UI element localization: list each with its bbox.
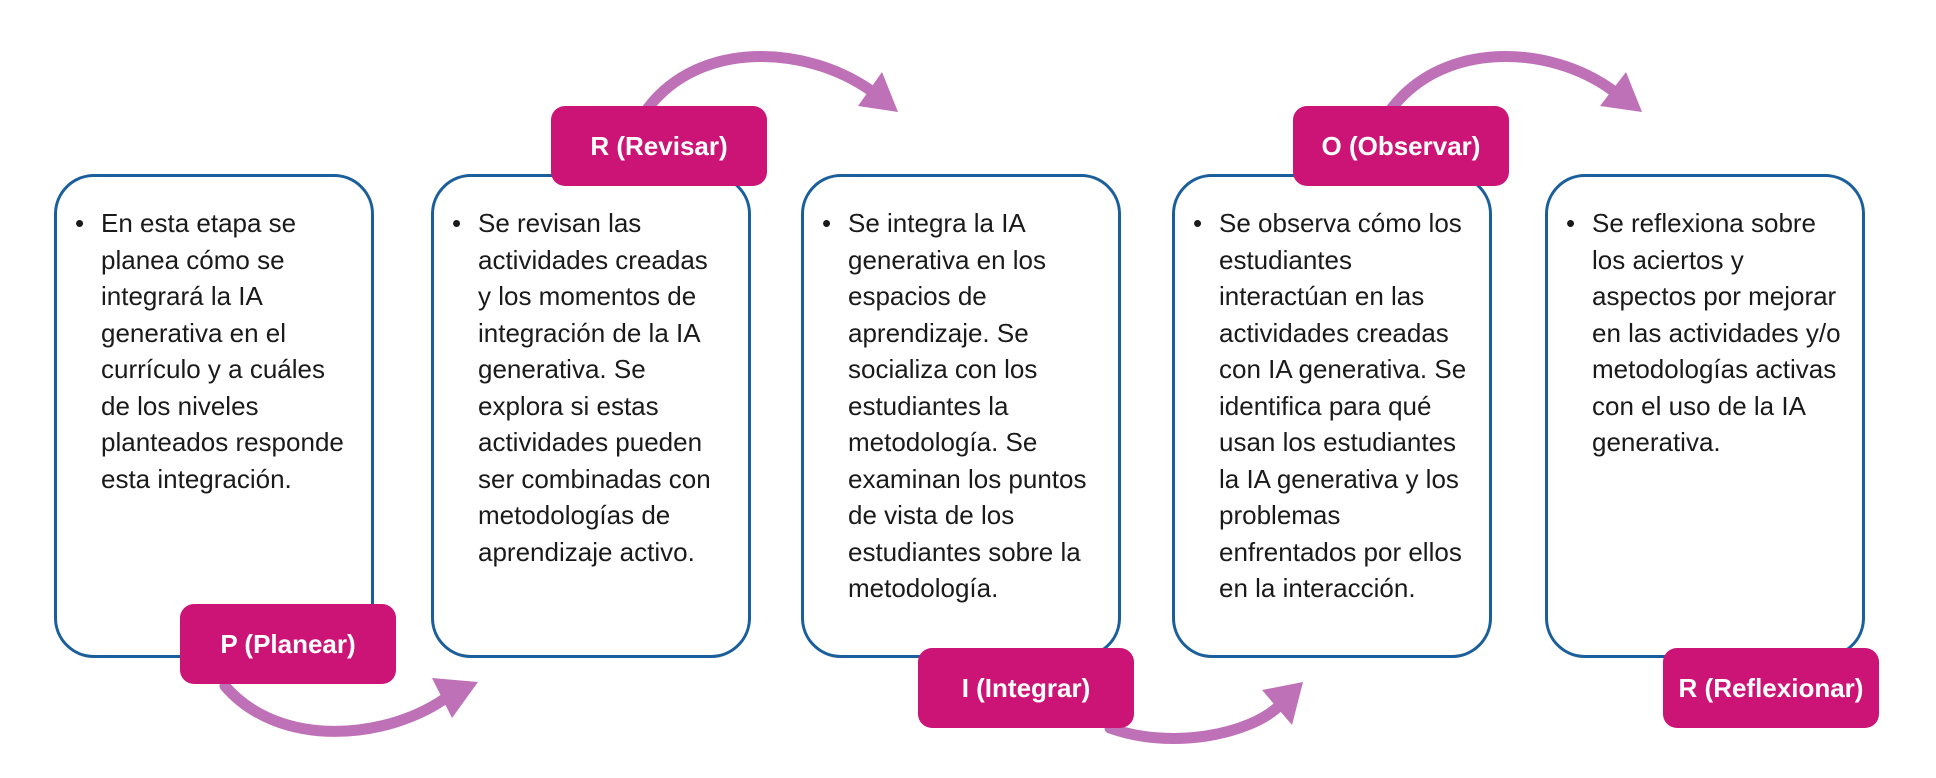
arrow-observar-to-reflexionar bbox=[1392, 56, 1612, 108]
stage-box-observar bbox=[1172, 174, 1492, 658]
bullet-icon: • bbox=[822, 208, 832, 238]
arrow-integrar-to-observar bbox=[1110, 705, 1280, 738]
stage-label-observar: O (Observar) bbox=[1293, 106, 1509, 186]
arrow-revisar-to-integrar bbox=[648, 56, 870, 108]
stage-box-planear bbox=[54, 174, 374, 658]
bullet-icon: • bbox=[1566, 208, 1576, 238]
arrow-planear-to-revisar bbox=[225, 686, 450, 731]
stage-label-integrar: I (Integrar) bbox=[918, 648, 1134, 728]
stage-text: Se reflexiona sobre los aciertos y aspectos por mejorar en las actividades y/o metodologías activas con el uso de la IA generativa. bbox=[1592, 208, 1841, 457]
bullet-icon: • bbox=[1193, 208, 1203, 238]
bullet-icon: • bbox=[452, 208, 462, 238]
stage-box-revisar bbox=[431, 174, 751, 658]
stage-box-reflexionar bbox=[1545, 174, 1865, 658]
stage-label-reflexionar: R (Reflexionar) bbox=[1663, 648, 1879, 728]
stage-label-revisar: R (Revisar) bbox=[551, 106, 767, 186]
stage-box-integrar bbox=[801, 174, 1121, 658]
stage-text: Se observa cómo los estudiantes interactúan en las actividades creadas con IA generativa. Se identifica para qué usan los estudiantes la IA generativa y los problemas enfrentados por ellos en la interacción. bbox=[1219, 208, 1467, 603]
stage-text: Se integra la IA generativa en los espacios de aprendizaje. Se socializa con los estudiantes la metodología. Se examinan los puntos de vista de los estudiantes sobre la metodología. bbox=[848, 208, 1087, 603]
stage-text: En esta etapa se planea cómo se integrará la IA generativa en el currículo y a cuáles de los niveles planteados responde esta integración. bbox=[101, 208, 344, 494]
stage-label-planear: P (Planear) bbox=[180, 604, 396, 684]
bullet-icon: • bbox=[75, 208, 85, 238]
stage-text: Se revisan las actividades creadas y los momentos de integración de la IA generativa. Se explora si estas actividades pueden ser combinadas con metodologías de aprendizaje activo. bbox=[478, 208, 711, 567]
